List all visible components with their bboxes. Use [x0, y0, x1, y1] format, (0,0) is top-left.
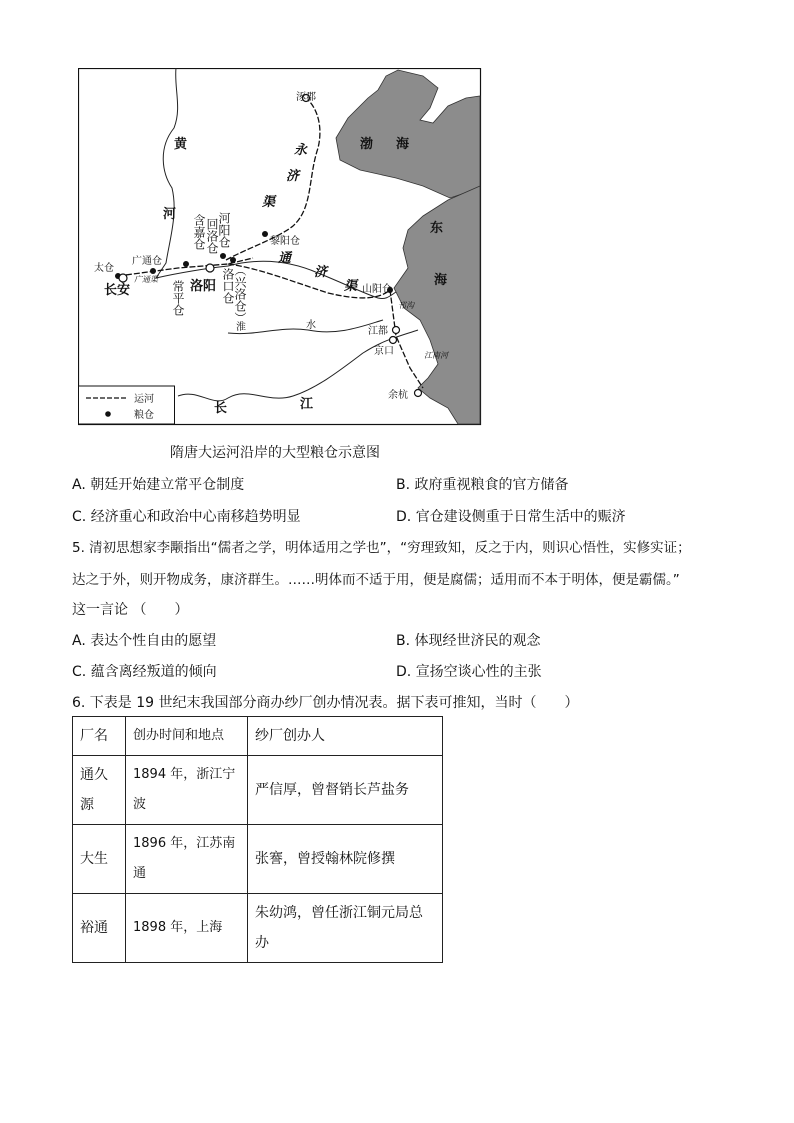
label-liyangcang: 黎阳仓: [270, 236, 300, 247]
table-header-cell: 厂名: [73, 717, 126, 756]
label-yongji-3: 渠: [262, 195, 276, 210]
q5-option-b[interactable]: B. 体现经世济民的观念: [396, 633, 541, 649]
label-taicang: 太仓: [94, 263, 114, 274]
label-tongji-1: 通: [278, 251, 292, 266]
label-donghai-1: 东: [430, 221, 444, 236]
q6-stem: 6. 下表是 19 世纪末我国部分商办纱厂创办情况表。据下表可推知，当时（ ）: [72, 695, 579, 711]
q4-option-d[interactable]: D. 官仓建设侧重于日常生活中的赈济: [396, 509, 626, 525]
label-chang: 长: [214, 401, 228, 416]
table-header-cell: 纱厂创办人: [248, 717, 443, 756]
q5-option-a[interactable]: A. 表达个性自由的愿望: [72, 633, 217, 649]
label-luokoucang: 洛口仓: [221, 268, 235, 304]
table-cell: 通久源: [73, 756, 126, 825]
label-he: 河: [163, 207, 177, 222]
legend-canal-label: 运河: [134, 394, 154, 405]
map-caption: 隋唐大运河沿岸的大型粮仓示意图: [170, 445, 380, 461]
q5-stem-line-1: 5. 清初思想家李颙指出“儒者之学，明体适用之学也”，“穷理致知，反之于内，则识心悟性，实修实证；: [72, 540, 691, 556]
q4-option-b[interactable]: B. 政府重视粮食的官方储备: [396, 477, 569, 493]
label-jingkou: 京口: [374, 346, 394, 357]
table-cell: 1894 年，浙江宁波: [126, 756, 248, 825]
label-yuhang: 余杭: [388, 390, 408, 401]
q4-option-a[interactable]: A. 朝廷开始建立常平仓制度: [72, 477, 245, 493]
label-hangou: 邗沟: [398, 301, 414, 310]
q5-stem-line-3: 这一言论 （ ）: [72, 602, 189, 618]
label-huang: 黄: [174, 137, 188, 152]
table-cell: 大生: [73, 825, 126, 894]
label-luoyang: 洛阳: [190, 279, 217, 294]
label-huiluocang: 回洛仓: [205, 218, 219, 254]
label-heyangcang: 河阳仓: [217, 212, 231, 248]
label-tongji-2: 济: [314, 265, 328, 280]
label-changan: 长安: [104, 283, 131, 298]
q4-option-c[interactable]: C. 经济重心和政治中心南移趋势明显: [72, 509, 301, 525]
label-changpingcang: 常平仓: [171, 280, 185, 316]
label-bohai-2: 海: [396, 137, 410, 152]
table-cell: 1896 年，江苏南通: [126, 825, 248, 894]
label-huai: 淮: [236, 322, 246, 333]
table-header-row: [73, 717, 443, 756]
label-jiangnanhe: 江南河: [424, 351, 448, 360]
label-zhuojun: 涿郡: [296, 92, 316, 103]
table-cell: 1898 年，上海: [126, 894, 248, 963]
label-tongji-3: 渠: [344, 279, 358, 294]
table-cell: 裕通: [73, 894, 126, 963]
label-guangtongqu: 广通渠: [134, 275, 158, 284]
q5-option-c[interactable]: C. 蕴含离经叛道的倾向: [72, 664, 217, 680]
table-row: [73, 756, 443, 825]
label-yongji-2: 济: [286, 169, 300, 184]
q5-option-d[interactable]: D. 宣扬空谈心性的主张: [396, 664, 542, 680]
legend-granary-label: 粮仓: [134, 410, 154, 421]
cotton-mill-table: [72, 716, 443, 963]
label-guangtongcang: 广通仓: [132, 256, 162, 267]
label-bohai-1: 渤: [360, 137, 374, 152]
table-row: [73, 825, 443, 894]
table-cell: 朱幼鸿，曾任浙江铜元局总办: [248, 894, 443, 963]
map-legend: [79, 386, 175, 424]
table-cell: 严信厚，曾督销长芦盐务: [248, 756, 443, 825]
table-cell: 张謇，曾授翰林院修撰: [248, 825, 443, 894]
table-row: [73, 894, 443, 963]
q5-stem-line-2: 达之于外，则开物成务，康济群生。……明体而不适于用，便是腐儒；适用而不本于明体，便是霸儒。”: [72, 572, 680, 588]
label-shanyangcang: 山阳仓: [362, 284, 392, 295]
canal-granary-map: [78, 68, 482, 426]
label-yongji-1: 永: [294, 143, 308, 158]
label-shui: 水: [306, 320, 316, 331]
label-hanjiacang: 含嘉仓: [192, 214, 206, 250]
label-xingluocang: （兴洛仓）: [233, 264, 247, 324]
label-jiang: 江: [300, 397, 314, 412]
table-header-cell: 创办时间和地点: [126, 717, 248, 756]
label-donghai-2: 海: [434, 273, 448, 288]
label-jiangdu: 江都: [368, 326, 388, 337]
